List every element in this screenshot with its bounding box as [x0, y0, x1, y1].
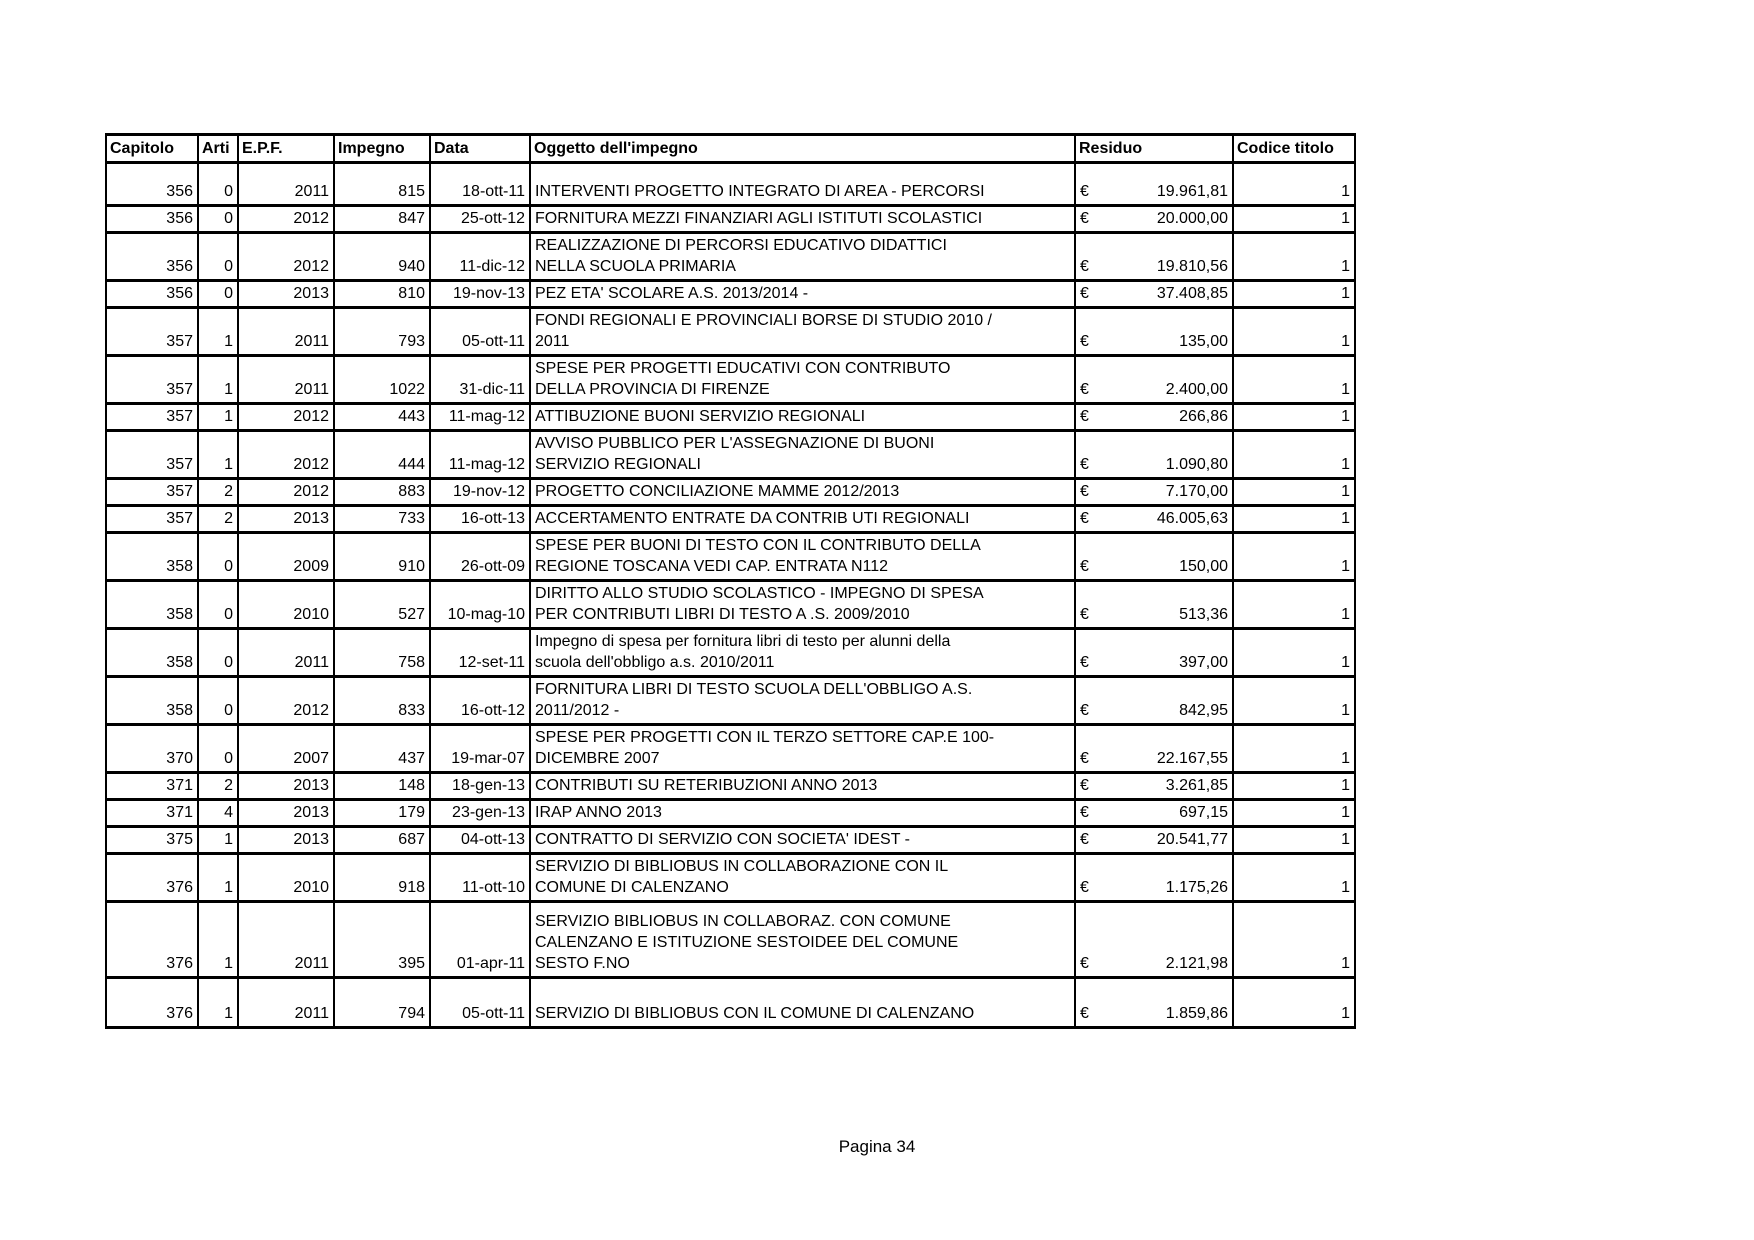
cell-oggetto: [530, 629, 1075, 677]
cell-residuo: [1075, 233, 1233, 281]
table-row: [106, 902, 1355, 978]
cell-epf: 2011: [238, 629, 334, 677]
cell-epf: 2011: [238, 978, 334, 1028]
cell-data: 31-dic-11: [430, 356, 530, 404]
oggetto-line: scuola dell'obbligo a.s. 2010/2011: [535, 654, 775, 671]
oggetto-line: SESTO F.NO: [535, 955, 630, 972]
table-row: [106, 404, 1355, 431]
cell-residuo: [1075, 206, 1233, 233]
oggetto-line: SPESE PER PROGETTI EDUCATIVI CON CONTRIBUTO: [535, 360, 951, 377]
euro-symbol: €: [1080, 333, 1089, 350]
euro-symbol: €: [1080, 654, 1089, 671]
cell-epf: 2011: [238, 902, 334, 978]
residuo-amount: 513,36: [1179, 606, 1228, 623]
oggetto-line: DICEMBRE 2007: [535, 750, 660, 767]
residuo-value: [1080, 406, 1228, 427]
cell-epf: 2012: [238, 479, 334, 506]
cell-data: 04-ott-13: [430, 827, 530, 854]
oggetto-line: SERVIZIO DI BIBLIOBUS CON IL COMUNE DI CALENZANO: [535, 1005, 975, 1022]
table-row: [106, 233, 1355, 281]
column-header-data: Data: [430, 135, 530, 163]
cell-epf: 2009: [238, 533, 334, 581]
cell-arti: 1: [198, 404, 238, 431]
cell-codice-titolo: 1: [1233, 431, 1355, 479]
table-row: [106, 677, 1355, 725]
cell-residuo: [1075, 978, 1233, 1028]
cell-capitolo: 370: [106, 725, 198, 773]
cell-residuo: [1075, 163, 1233, 206]
table-row: [106, 827, 1355, 854]
residuo-value: [1080, 556, 1228, 577]
column-header-residuo: Residuo: [1075, 135, 1233, 163]
cell-data: 16-ott-13: [430, 506, 530, 533]
cell-data: 18-ott-11: [430, 163, 530, 206]
euro-symbol: €: [1080, 777, 1089, 794]
cell-codice-titolo: 1: [1233, 773, 1355, 800]
residuo-amount: 135,00: [1179, 333, 1228, 350]
oggetto-line: REGIONE TOSCANA VEDI CAP. ENTRATA N112: [535, 558, 888, 575]
residuo-amount: 2.121,98: [1165, 955, 1228, 972]
cell-oggetto: [530, 978, 1075, 1028]
cell-data: 10-mag-10: [430, 581, 530, 629]
cell-impegno: 443: [334, 404, 430, 431]
oggetto-line: COMUNE DI CALENZANO: [535, 879, 729, 896]
cell-epf: 2013: [238, 773, 334, 800]
cell-oggetto: [530, 854, 1075, 902]
cell-codice-titolo: 1: [1233, 677, 1355, 725]
residuo-amount: 1.175,26: [1165, 879, 1228, 896]
cell-oggetto: [530, 308, 1075, 356]
cell-impegno: 527: [334, 581, 430, 629]
oggetto-line: FORNITURA LIBRI DI TESTO SCUOLA DELL'OBBLIGO A.S.: [535, 681, 973, 698]
oggetto-line: SPESE PER BUONI DI TESTO CON IL CONTRIBUTO DELLA: [535, 537, 981, 554]
residuo-value: [1080, 454, 1228, 475]
residuo-amount: 150,00: [1179, 558, 1228, 575]
table-header: [106, 135, 1355, 163]
cell-data: 25-ott-12: [430, 206, 530, 233]
residuo-amount: 46.005,63: [1156, 510, 1228, 527]
table-row: [106, 533, 1355, 581]
residuo-amount: 1.859,86: [1165, 1005, 1228, 1022]
cell-impegno: 918: [334, 854, 430, 902]
residuo-amount: 20.541,77: [1156, 831, 1228, 848]
oggetto-line: IRAP ANNO 2013: [535, 804, 662, 821]
table-row: [106, 163, 1355, 206]
cell-arti: 1: [198, 356, 238, 404]
cell-codice-titolo: 1: [1233, 827, 1355, 854]
euro-symbol: €: [1080, 750, 1089, 767]
header-row: [106, 135, 1355, 163]
cell-capitolo: 376: [106, 854, 198, 902]
table-row: [106, 431, 1355, 479]
cell-capitolo: 376: [106, 978, 198, 1028]
residuo-value: [1080, 604, 1228, 625]
cell-capitolo: 376: [106, 902, 198, 978]
cell-arti: 2: [198, 773, 238, 800]
cell-impegno: 758: [334, 629, 430, 677]
euro-symbol: €: [1080, 955, 1089, 972]
oggetto-line: FORNITURA MEZZI FINANZIARI AGLI ISTITUTI SCOLASTICI: [535, 210, 983, 227]
cell-epf: 2013: [238, 827, 334, 854]
cell-capitolo: 358: [106, 581, 198, 629]
oggetto-line: Impegno di spesa per fornitura libri di testo per alunni della: [535, 633, 951, 650]
cell-epf: 2011: [238, 308, 334, 356]
cell-arti: 1: [198, 431, 238, 479]
cell-codice-titolo: 1: [1233, 629, 1355, 677]
oggetto-line: CONTRIBUTI SU RETERIBUZIONI ANNO 2013: [535, 777, 878, 794]
cell-arti: 0: [198, 629, 238, 677]
oggetto-line: PROGETTO CONCILIAZIONE MAMME 2012/2013: [535, 483, 900, 500]
cell-data: 12-set-11: [430, 629, 530, 677]
table-row: [106, 978, 1355, 1028]
cell-codice-titolo: 1: [1233, 281, 1355, 308]
residuo-value: [1080, 283, 1228, 304]
residuo-value: [1080, 775, 1228, 796]
cell-epf: 2012: [238, 404, 334, 431]
table-row: [106, 506, 1355, 533]
cell-capitolo: 356: [106, 163, 198, 206]
cell-capitolo: 357: [106, 431, 198, 479]
residuo-amount: 22.167,55: [1156, 750, 1228, 767]
cell-codice-titolo: 1: [1233, 163, 1355, 206]
cell-impegno: 437: [334, 725, 430, 773]
table-row: [106, 281, 1355, 308]
residuo-value: [1080, 508, 1228, 529]
cell-impegno: 148: [334, 773, 430, 800]
table-row: [106, 581, 1355, 629]
cell-impegno: 179: [334, 800, 430, 827]
cell-residuo: [1075, 827, 1233, 854]
oggetto-line: SERVIZIO REGIONALI: [535, 456, 701, 473]
cell-impegno: 833: [334, 677, 430, 725]
cell-impegno: 444: [334, 431, 430, 479]
residuo-value: [1080, 208, 1228, 229]
oggetto-line: AVVISO PUBBLICO PER L'ASSEGNAZIONE DI BUONI: [535, 435, 935, 452]
cell-capitolo: 375: [106, 827, 198, 854]
cell-data: 01-apr-11: [430, 902, 530, 978]
cell-impegno: 733: [334, 506, 430, 533]
euro-symbol: €: [1080, 381, 1089, 398]
residuo-value: [1080, 1003, 1228, 1024]
cell-epf: 2013: [238, 506, 334, 533]
cell-impegno: 847: [334, 206, 430, 233]
residuo-amount: 397,00: [1179, 654, 1228, 671]
cell-epf: 2011: [238, 356, 334, 404]
cell-impegno: 815: [334, 163, 430, 206]
cell-oggetto: [530, 206, 1075, 233]
cell-capitolo: 356: [106, 281, 198, 308]
euro-symbol: €: [1080, 210, 1089, 227]
oggetto-line: SERVIZIO DI BIBLIOBUS IN COLLABORAZIONE CON IL: [535, 858, 949, 875]
cell-arti: 2: [198, 479, 238, 506]
residuo-amount: 7.170,00: [1165, 483, 1228, 500]
cell-arti: 2: [198, 506, 238, 533]
residuo-value: [1080, 379, 1228, 400]
cell-capitolo: 358: [106, 677, 198, 725]
table-row: [106, 725, 1355, 773]
column-header-impegno: Impegno: [334, 135, 430, 163]
cell-impegno: 910: [334, 533, 430, 581]
cell-oggetto: [530, 827, 1075, 854]
cell-impegno: 1022: [334, 356, 430, 404]
table-row: [106, 356, 1355, 404]
cell-oggetto: [530, 479, 1075, 506]
residuo-amount: 3.261,85: [1165, 777, 1228, 794]
cell-oggetto: [530, 506, 1075, 533]
cell-codice-titolo: 1: [1233, 978, 1355, 1028]
cell-data: 19-nov-13: [430, 281, 530, 308]
cell-codice-titolo: 1: [1233, 479, 1355, 506]
cell-data: 16-ott-12: [430, 677, 530, 725]
cell-codice-titolo: 1: [1233, 533, 1355, 581]
cell-residuo: [1075, 431, 1233, 479]
euro-symbol: €: [1080, 285, 1089, 302]
cell-codice-titolo: 1: [1233, 800, 1355, 827]
cell-residuo: [1075, 506, 1233, 533]
column-header-capitolo: Capitolo: [106, 135, 198, 163]
cell-oggetto: [530, 725, 1075, 773]
cell-data: 23-gen-13: [430, 800, 530, 827]
oggetto-line: INTERVENTI PROGETTO INTEGRATO DI AREA - PERCORSI: [535, 183, 985, 200]
table-row: [106, 206, 1355, 233]
oggetto-line: ATTIBUZIONE BUONI SERVIZIO REGIONALI: [535, 408, 866, 425]
residuo-amount: 19.810,56: [1156, 258, 1228, 275]
residuo-value: [1080, 877, 1228, 898]
euro-symbol: €: [1080, 831, 1089, 848]
residuo-amount: 842,95: [1179, 702, 1228, 719]
cell-residuo: [1075, 356, 1233, 404]
cell-arti: 1: [198, 978, 238, 1028]
cell-impegno: 810: [334, 281, 430, 308]
cell-data: 05-ott-11: [430, 978, 530, 1028]
cell-impegno: 940: [334, 233, 430, 281]
residuo-value: [1080, 481, 1228, 502]
euro-symbol: €: [1080, 702, 1089, 719]
euro-symbol: €: [1080, 606, 1089, 623]
cell-capitolo: 357: [106, 479, 198, 506]
cell-epf: 2011: [238, 163, 334, 206]
cell-arti: 0: [198, 581, 238, 629]
cell-epf: 2007: [238, 725, 334, 773]
residuo-amount: 2.400,00: [1165, 381, 1228, 398]
oggetto-line: SPESE PER PROGETTI CON IL TERZO SETTORE CAP.E 100-: [535, 729, 995, 746]
cell-data: 05-ott-11: [430, 308, 530, 356]
column-header-epf: E.P.F.: [238, 135, 334, 163]
cell-arti: 0: [198, 725, 238, 773]
cell-epf: 2013: [238, 281, 334, 308]
cell-arti: 0: [198, 533, 238, 581]
cell-arti: 4: [198, 800, 238, 827]
euro-symbol: €: [1080, 456, 1089, 473]
cell-epf: 2010: [238, 854, 334, 902]
cell-impegno: 794: [334, 978, 430, 1028]
table-body: [106, 163, 1355, 1028]
cell-data: 26-ott-09: [430, 533, 530, 581]
cell-capitolo: 358: [106, 629, 198, 677]
euro-symbol: €: [1080, 804, 1089, 821]
cell-impegno: 883: [334, 479, 430, 506]
cell-capitolo: 356: [106, 233, 198, 281]
cell-residuo: [1075, 581, 1233, 629]
cell-data: 11-dic-12: [430, 233, 530, 281]
cell-codice-titolo: 1: [1233, 356, 1355, 404]
euro-symbol: €: [1080, 483, 1089, 500]
cell-data: 18-gen-13: [430, 773, 530, 800]
cell-oggetto: [530, 581, 1075, 629]
table-row: [106, 773, 1355, 800]
cell-oggetto: [530, 800, 1075, 827]
oggetto-line: CONTRATTO DI SERVIZIO CON SOCIETA' IDEST -: [535, 831, 910, 848]
column-header-oggetto: Oggetto dell'impegno: [530, 135, 1075, 163]
cell-residuo: [1075, 725, 1233, 773]
cell-epf: 2013: [238, 800, 334, 827]
cell-data: 11-ott-10: [430, 854, 530, 902]
residuo-amount: 37.408,85: [1156, 285, 1228, 302]
residuo-value: [1080, 256, 1228, 277]
residuo-value: [1080, 181, 1228, 202]
euro-symbol: €: [1080, 183, 1089, 200]
cell-codice-titolo: 1: [1233, 308, 1355, 356]
cell-oggetto: [530, 773, 1075, 800]
cell-codice-titolo: 1: [1233, 206, 1355, 233]
residuo-amount: 19.961,81: [1156, 183, 1228, 200]
cell-arti: 1: [198, 854, 238, 902]
residuo-amount: 20.000,00: [1156, 210, 1228, 227]
column-header-arti: Arti: [198, 135, 238, 163]
cell-residuo: [1075, 308, 1233, 356]
cell-residuo: [1075, 479, 1233, 506]
cell-impegno: 395: [334, 902, 430, 978]
cell-capitolo: 357: [106, 404, 198, 431]
oggetto-line: PEZ ETA' SCOLARE A.S. 2013/2014 -: [535, 285, 809, 302]
residuo-value: [1080, 331, 1228, 352]
cell-residuo: [1075, 533, 1233, 581]
cell-codice-titolo: 1: [1233, 506, 1355, 533]
cell-oggetto: [530, 902, 1075, 978]
cell-oggetto: [530, 404, 1075, 431]
cell-epf: 2012: [238, 206, 334, 233]
cell-arti: 0: [198, 206, 238, 233]
cell-arti: 0: [198, 281, 238, 308]
oggetto-line: ACCERTAMENTO ENTRATE DA CONTRIB UTI REGIONALI: [535, 510, 970, 527]
cell-data: 19-mar-07: [430, 725, 530, 773]
oggetto-line: DELLA PROVINCIA DI FIRENZE: [535, 381, 770, 398]
table-row: [106, 800, 1355, 827]
cell-capitolo: 371: [106, 773, 198, 800]
cell-codice-titolo: 1: [1233, 404, 1355, 431]
cell-residuo: [1075, 854, 1233, 902]
euro-symbol: €: [1080, 258, 1089, 275]
cell-codice-titolo: 1: [1233, 581, 1355, 629]
oggetto-line: PER CONTRIBUTI LIBRI DI TESTO A .S. 2009/2010: [535, 606, 910, 623]
cell-oggetto: [530, 431, 1075, 479]
cell-arti: 0: [198, 163, 238, 206]
oggetto-line: FONDI REGIONALI E PROVINCIALI BORSE DI STUDIO 2010 /: [535, 312, 992, 329]
oggetto-line: DIRITTO ALLO STUDIO SCOLASTICO - IMPEGNO DI SPESA: [535, 585, 984, 602]
cell-epf: 2012: [238, 431, 334, 479]
euro-symbol: €: [1080, 558, 1089, 575]
cell-epf: 2012: [238, 233, 334, 281]
cell-capitolo: 371: [106, 800, 198, 827]
residuo-value: [1080, 748, 1228, 769]
cell-residuo: [1075, 800, 1233, 827]
cell-arti: 1: [198, 902, 238, 978]
oggetto-line: NELLA SCUOLA PRIMARIA: [535, 258, 736, 275]
column-header-codice: Codice titolo: [1233, 135, 1355, 163]
euro-symbol: €: [1080, 879, 1089, 896]
oggetto-line: REALIZZAZIONE DI PERCORSI EDUCATIVO DIDATTICI: [535, 237, 947, 254]
cell-capitolo: 358: [106, 533, 198, 581]
cell-codice-titolo: 1: [1233, 854, 1355, 902]
residuo-value: [1080, 652, 1228, 673]
cell-oggetto: [530, 677, 1075, 725]
cell-capitolo: 357: [106, 308, 198, 356]
oggetto-line: 2011/2012 -: [535, 702, 620, 719]
residuo-value: [1080, 700, 1228, 721]
cell-data: 19-nov-12: [430, 479, 530, 506]
cell-oggetto: [530, 356, 1075, 404]
page-footer: Pagina 34: [838, 1137, 916, 1156]
cell-codice-titolo: 1: [1233, 725, 1355, 773]
cell-capitolo: 357: [106, 356, 198, 404]
cell-residuo: [1075, 281, 1233, 308]
cell-impegno: 687: [334, 827, 430, 854]
table-row: [106, 629, 1355, 677]
table-row: [106, 308, 1355, 356]
cell-capitolo: 356: [106, 206, 198, 233]
cell-capitolo: 357: [106, 506, 198, 533]
cell-arti: 0: [198, 233, 238, 281]
euro-symbol: €: [1080, 408, 1089, 425]
cell-codice-titolo: 1: [1233, 233, 1355, 281]
cell-arti: 0: [198, 677, 238, 725]
cell-oggetto: [530, 233, 1075, 281]
cell-arti: 1: [198, 827, 238, 854]
residuo-value: [1080, 953, 1228, 974]
residuo-amount: 266,86: [1179, 408, 1228, 425]
residuo-value: [1080, 802, 1228, 823]
cell-residuo: [1075, 629, 1233, 677]
oggetto-line: 2011: [535, 333, 570, 350]
impegni-table: [105, 133, 1356, 1029]
cell-arti: 1: [198, 308, 238, 356]
cell-codice-titolo: 1: [1233, 902, 1355, 978]
oggetto-line: SERVIZIO BIBLIOBUS IN COLLABORAZ. CON COMUNE: [535, 913, 951, 930]
table-row: [106, 854, 1355, 902]
euro-symbol: €: [1080, 1005, 1089, 1022]
residuo-amount: 697,15: [1179, 804, 1228, 821]
cell-data: 11-mag-12: [430, 404, 530, 431]
cell-epf: 2010: [238, 581, 334, 629]
euro-symbol: €: [1080, 510, 1089, 527]
cell-epf: 2012: [238, 677, 334, 725]
cell-impegno: 793: [334, 308, 430, 356]
cell-residuo: [1075, 773, 1233, 800]
cell-oggetto: [530, 533, 1075, 581]
cell-data: 11-mag-12: [430, 431, 530, 479]
cell-oggetto: [530, 281, 1075, 308]
residuo-value: [1080, 829, 1228, 850]
cell-residuo: [1075, 404, 1233, 431]
oggetto-line: CALENZANO E ISTITUZIONE SESTOIDEE DEL COMUNE: [535, 934, 959, 951]
cell-residuo: [1075, 677, 1233, 725]
cell-residuo: [1075, 902, 1233, 978]
residuo-amount: 1.090,80: [1165, 456, 1228, 473]
cell-oggetto: [530, 163, 1075, 206]
table-row: [106, 479, 1355, 506]
